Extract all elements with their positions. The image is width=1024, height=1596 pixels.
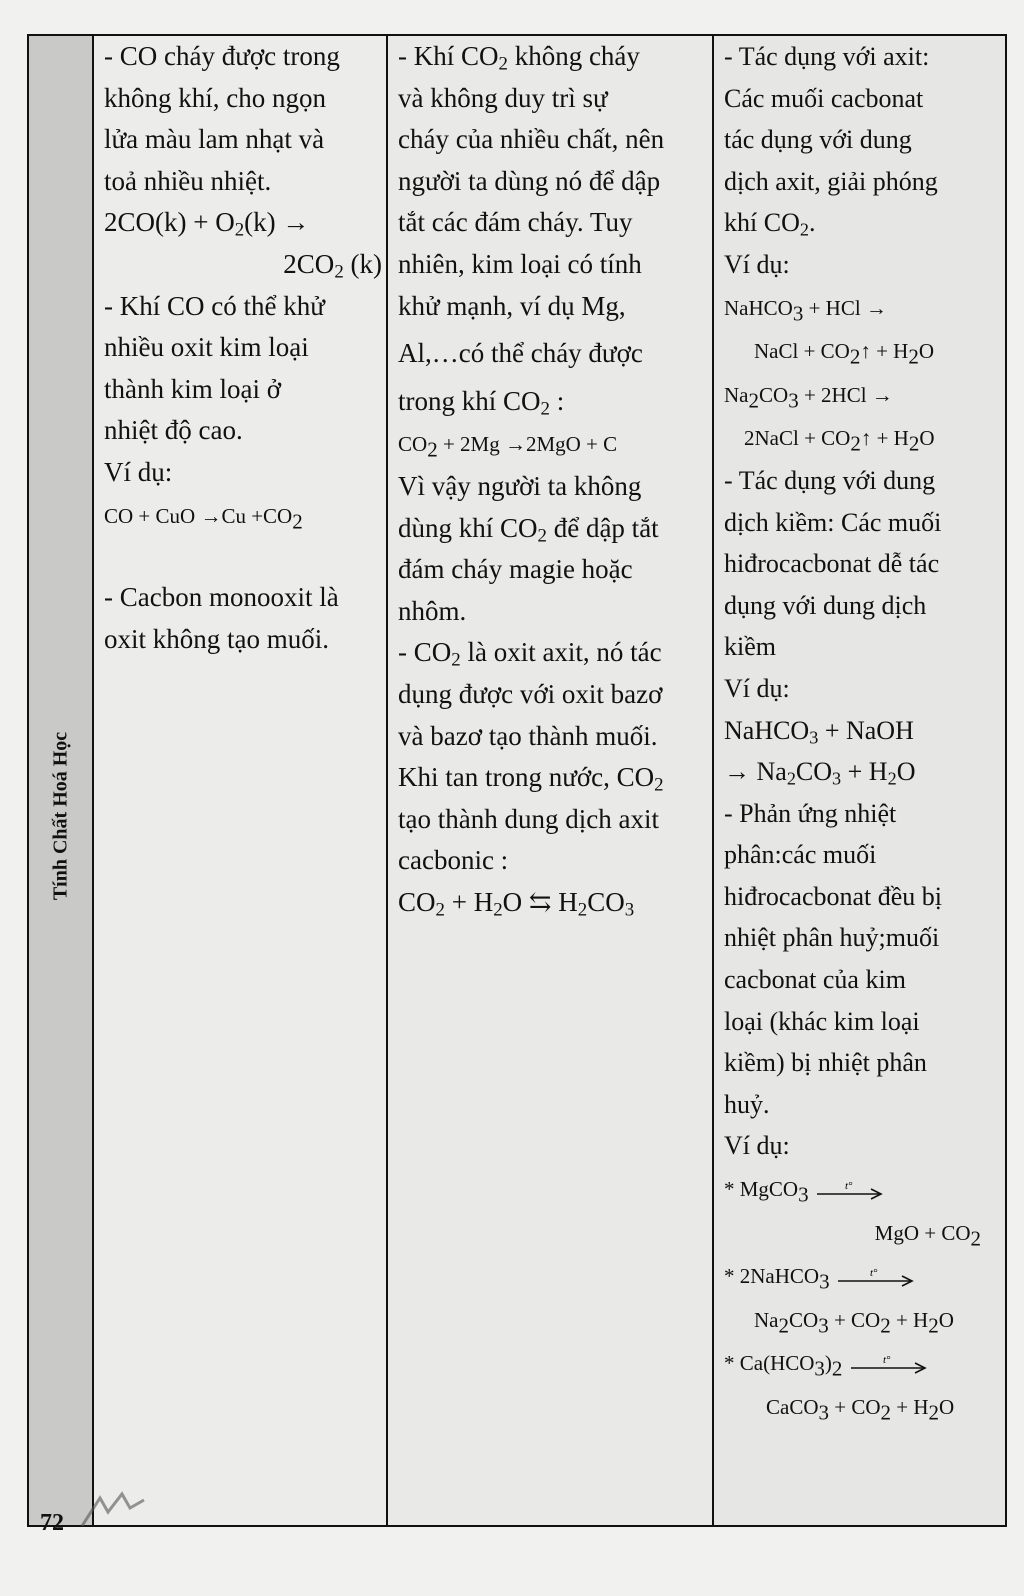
- carbonate-line: Ví dụ:: [724, 1131, 790, 1161]
- carbonate-line: cacbonat của kim: [724, 965, 906, 995]
- carbonate-line: kiềm: [724, 632, 776, 662]
- co-line: - Cacbon monooxit là: [104, 582, 339, 613]
- nahco3-hcl-equation: NaHCO$_3$ + HCl →: [724, 295, 887, 325]
- carbonate-line: Ví dụ:: [724, 249, 790, 279]
- heat-arrow-icon: [815, 1180, 885, 1200]
- co2-line: trong khí $CO_2$ :: [398, 385, 565, 420]
- cahco3-products: CaCO$_3$ + $CO_2 + H_2O$: [766, 1395, 955, 1425]
- co-text-block: [104, 36, 382, 660]
- carbonate-line: - Phản ứng nhiệt: [724, 798, 897, 828]
- co2-line: và không duy trì sự: [398, 82, 608, 113]
- carbonate-line: huỷ.: [724, 1089, 770, 1119]
- co2-line: người ta dùng nó để dập: [398, 165, 661, 196]
- co2-line: cacbonic :: [398, 845, 509, 876]
- co2-line: cháy của nhiều chất, nên: [398, 124, 665, 155]
- nahco3-naoh-products: → $Na_2CO_3 + H_2O$: [724, 757, 916, 789]
- co-line: toả nhiều nhiệt.: [104, 165, 272, 196]
- na2co3-hcl-products: 2NaCl + $CO_2↑ + H_2O$: [744, 426, 935, 456]
- carbonate-line: Ví dụ:: [724, 673, 790, 703]
- heat-arrow-icon: [836, 1267, 906, 1287]
- mgco3-decomposition: * MgCO$_3$ t°: [724, 1167, 1001, 1211]
- mgco3-products: MgO + $CO_2$: [874, 1220, 981, 1250]
- carbonic-acid-equation: $CO_2 + H_2O$ ⇆ $H_2CO_3$: [398, 886, 635, 921]
- co2-line: Vì vậy người ta không: [398, 470, 642, 501]
- co-line: oxit không tạo muối.: [104, 623, 329, 654]
- nahco3-naoh-equation: NaHCO$_3$ + NaOH: [724, 715, 914, 748]
- co2-line: Khi tan trong nước, $CO_2$: [398, 762, 664, 796]
- co2-line: dụng được với oxit bazơ: [398, 678, 663, 709]
- na2co3-hcl-equation: $Na_2CO_3 + 2HCl$ →: [724, 382, 893, 412]
- co2-text-block: [398, 36, 708, 923]
- carbonate-line: hiđrocacbonat dễ tác: [724, 549, 940, 579]
- heat-label: t°: [882, 1354, 891, 1367]
- co2-line: - Khí $CO_2$ không cháy: [398, 41, 640, 75]
- co-combustion-product: $2CO_2$ (k): [283, 248, 382, 283]
- carbonate-line: nhiệt phân huỷ;muối: [724, 923, 940, 953]
- nahco3-decomposition: * 2NaHCO$_3$ t°: [724, 1254, 1001, 1298]
- co2-line: nhôm.: [398, 595, 467, 626]
- co-combustion-equation: $2CO(k) + O_2(k)$ →: [104, 207, 310, 242]
- carbonate-line: phân:các muối: [724, 840, 877, 870]
- heat-label: t°: [870, 1267, 878, 1280]
- properties-table: [27, 34, 1007, 1527]
- nahco3-hcl-products: NaCl + $CO_2↑ + H_2O$: [754, 339, 935, 369]
- co2-line: tạo thành dung dịch axit: [398, 803, 659, 834]
- scan-smudge-icon: [78, 1488, 148, 1530]
- row-header-label: Tính Chất Hoá Học: [49, 731, 71, 901]
- carbonate-line: hiđrocacbonat đều bị: [724, 881, 943, 911]
- co-line: nhiều oxit kim loại: [104, 332, 309, 363]
- co2-line: tắt các đám cháy. Tuy: [398, 207, 633, 238]
- carbonate-line: - Tác dụng với axit:: [724, 42, 930, 71]
- co2-line: khử mạnh, ví dụ Mg,: [398, 290, 626, 321]
- carbonate-line: loại (khác kim loại: [724, 1006, 920, 1036]
- heat-label: t°: [845, 1180, 853, 1193]
- heat-arrow-icon: [849, 1354, 919, 1374]
- carbonate-line: dịch kiềm: Các muối: [724, 507, 942, 537]
- co-properties-cell: [94, 36, 388, 1525]
- co2-line: và bazơ tạo thành muối.: [398, 720, 658, 751]
- cahco3-decomposition: * $Ca(HCO_3)_2$ t°: [724, 1341, 1001, 1385]
- carbonate-line: dụng với dung dịch: [724, 590, 927, 620]
- row-header-cell: [29, 36, 94, 1525]
- co-reduction-equation: CO + CuO $\to Cu +CO_2$: [104, 503, 303, 533]
- co2-line: dùng khí $CO_2$ để dập tắt: [398, 512, 659, 547]
- co-line: - Khí CO có thể khử: [104, 290, 325, 321]
- carbonate-line: kiềm) bị nhiệt phân: [724, 1048, 927, 1078]
- carbonate-line: - Tác dụng với dung: [724, 465, 936, 495]
- co-line: - CO cháy được trong: [104, 41, 340, 71]
- co-line: nhiệt độ cao.: [104, 415, 243, 446]
- co2-properties-cell: [388, 36, 714, 1525]
- co-line: Ví dụ:: [104, 456, 173, 487]
- co-line: không khí, cho ngọn: [104, 82, 326, 113]
- co-line: thành kim loại ở: [104, 373, 282, 404]
- co2-mg-equation: $CO_2 + 2Mg \to 2MgO + C$: [398, 432, 618, 462]
- co-line: lửa màu lam nhạt và: [104, 124, 325, 155]
- page-number: 72: [40, 1510, 64, 1536]
- co2-line: đám cháy magie hoặc: [398, 554, 633, 585]
- nahco3-products: $Na_2CO_3 + CO_2 + H_2O$: [754, 1307, 954, 1338]
- carbonate-line: khí $CO_2$.: [724, 208, 816, 240]
- co2-line: - $CO_2$ là oxit axit, nó tác: [398, 637, 662, 672]
- carbonate-text-block: [724, 36, 1001, 1429]
- carbonate-line: Các muối cacbonat: [724, 83, 924, 113]
- carbonate-line: dịch axit, giải phóng: [724, 166, 938, 196]
- carbonate-line: tác dụng với dung: [724, 125, 912, 155]
- co2-line: Al,…có thể cháy được: [398, 338, 643, 369]
- co2-line: nhiên, kim loại có tính: [398, 248, 642, 279]
- carbonate-properties-cell: [714, 36, 1005, 1525]
